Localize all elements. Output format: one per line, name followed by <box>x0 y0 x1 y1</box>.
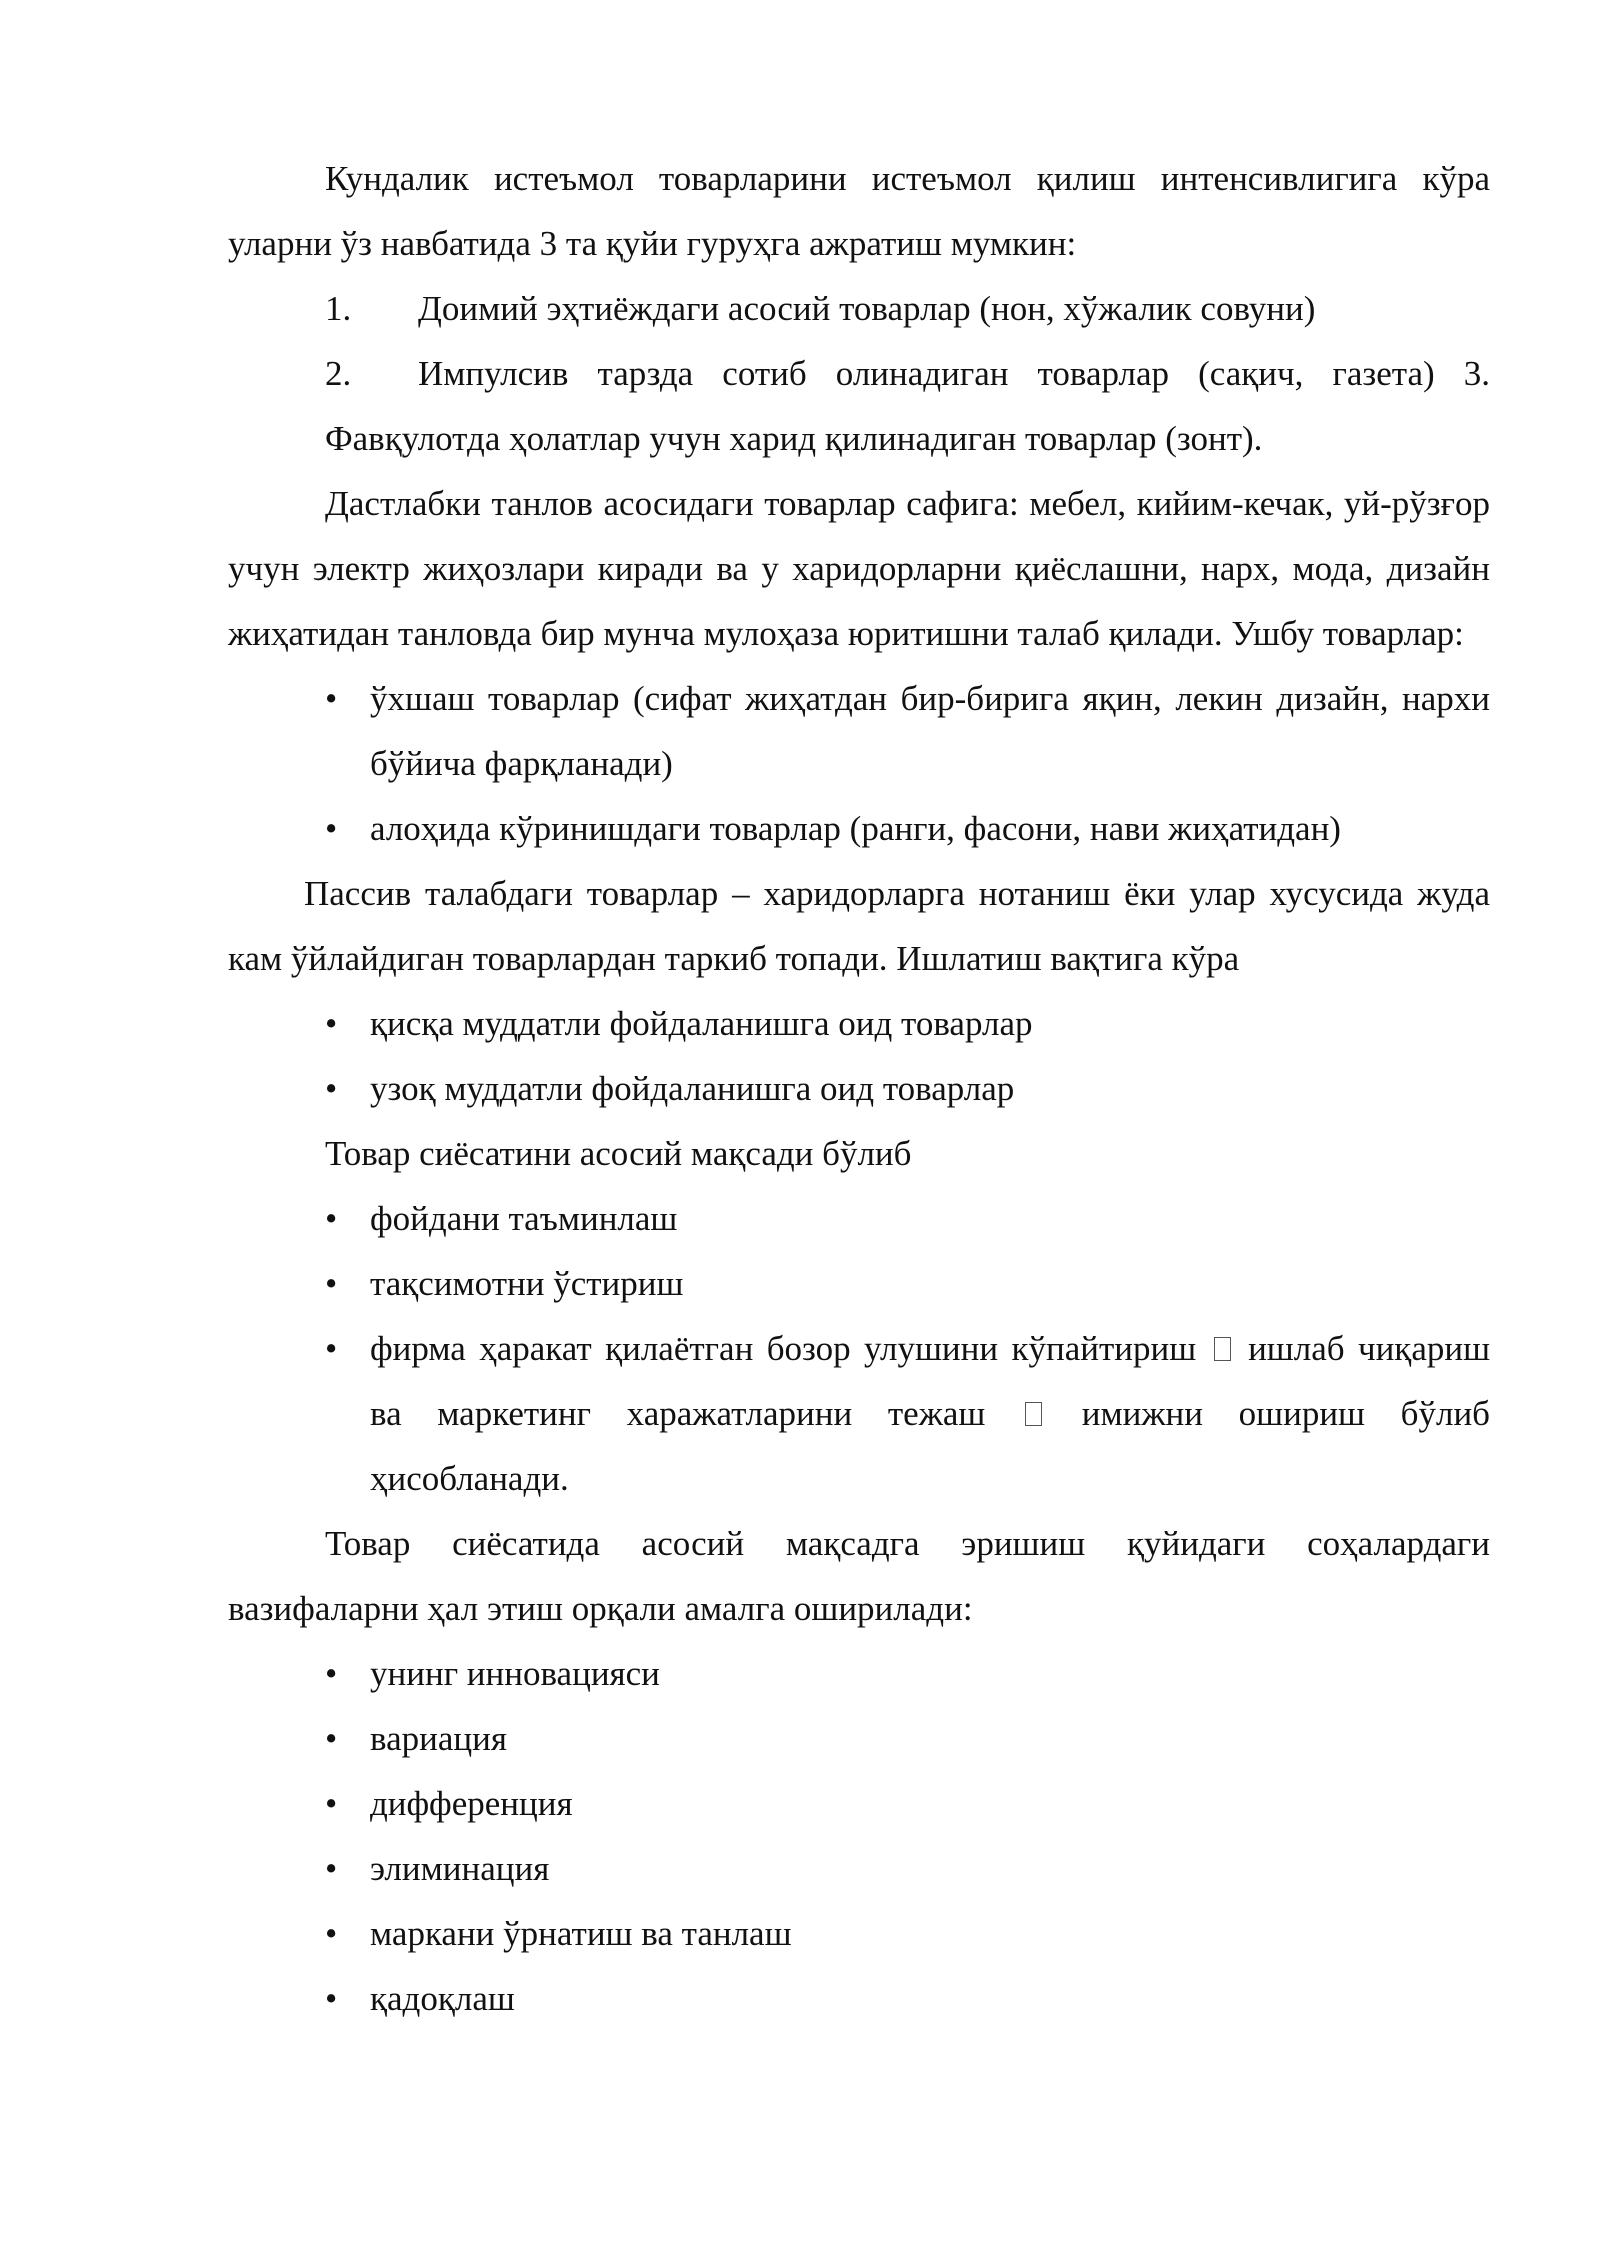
bullet-list-policy-areas <box>228 1641 1490 2031</box>
bullet-icon: • <box>325 1849 338 1888</box>
list-item <box>325 991 1490 1056</box>
list-item <box>325 1836 1490 1901</box>
list-item <box>325 1316 1490 1511</box>
bullet-icon: • <box>325 1199 338 1238</box>
bullet-icon: • <box>325 1004 338 1043</box>
paragraph-policy-goal: Товар сиёсатини асосий мақсади бўлиб <box>325 1134 912 1173</box>
list-item-text: қисқа муддатли фойдаланишга оид товарлар <box>370 1004 1033 1043</box>
numbered-item-2 <box>325 341 1490 406</box>
list-item-text: ўхшаш товарлар (сифат жиҳатдан бир-бирига яқин, лекин дизайн, нархи бўйича фарқланади) <box>370 679 1490 783</box>
list-item-text: элиминация <box>370 1849 550 1888</box>
list-item-text-part: ишлаб чиқариш ва маркетинг харажатларини тежаш <box>370 1329 1491 1433</box>
bullet-list-usage-time <box>228 991 1490 1121</box>
list-item <box>325 666 1490 796</box>
list-item-text: узоқ муддатли фойдаланишга оид товарлар <box>370 1069 1015 1108</box>
list-item <box>325 1706 1490 1771</box>
bullet-icon: • <box>325 1784 338 1823</box>
bullet-icon: • <box>325 809 338 848</box>
list-item-text: қадоқлаш <box>370 1979 515 2018</box>
number-marker: 1. <box>325 289 352 328</box>
list-item-text: вариация <box>370 1719 507 1758</box>
list-item <box>325 1771 1490 1836</box>
list-item-text-part: имижни ошириш бўлиб ҳисобланади. <box>370 1394 1490 1498</box>
bullet-icon: • <box>325 1979 338 2018</box>
bullet-icon: • <box>325 1914 338 1953</box>
bullet-list-product-types <box>228 666 1490 861</box>
missing-glyph-icon <box>1214 1337 1231 1361</box>
document-body <box>228 146 1490 2031</box>
bullet-icon: • <box>325 679 338 718</box>
numbered-item-text: Доимий эҳтиёждаги асосий товарлар (нон, хўжалик совуни) <box>418 289 1316 328</box>
list-item <box>325 1641 1490 1706</box>
missing-glyph-icon <box>1025 1402 1042 1426</box>
list-item-text: алоҳида кўринишдаги товарлар (ранги, фасони, нави жиҳатидан) <box>370 809 1341 848</box>
list-item-text <box>370 1316 1490 1511</box>
paragraph-consumption-intensity: Кундалик истеъмол товарларини истеъмол қилиш интенсивлигига кўра уларни ўз навбатида 3 та қуйи гуруҳга ажратиш мумкин: <box>228 159 1490 263</box>
list-item <box>325 796 1490 861</box>
paragraph-passive-demand-goods: Пассив талабдаги товарлар – харидорларга нотаниш ёки улар хусусида жуда кам ўйлайдиган товарлардан таркиб топади. Ишлатиш вақтига кўра <box>228 874 1490 978</box>
bullet-icon: • <box>325 1654 338 1693</box>
list-item-text: дифференция <box>370 1784 573 1823</box>
list-item <box>325 1056 1490 1121</box>
bullet-icon: • <box>325 1069 338 1108</box>
list-item-text: маркани ўрнатиш ва танлаш <box>370 1914 792 1953</box>
number-marker: 2. <box>325 354 352 393</box>
bullet-list-policy-goals <box>228 1186 1490 1511</box>
list-item-text: фойдани таъминлаш <box>370 1199 678 1238</box>
bullet-icon: • <box>325 1264 338 1303</box>
list-item-text: тақсимотни ўстириш <box>370 1264 684 1303</box>
list-item <box>325 1901 1490 1966</box>
paragraph-policy-tasks: Товар сиёсатида асосий мақсадга эришиш қуйидаги соҳалардаги вазифаларни ҳал этиш орқали амалга оширилади: <box>228 1524 1490 1628</box>
list-item <box>325 1251 1490 1316</box>
list-item-text-part: фирма ҳаракат қилаётган бозор улушини кўпайтириш <box>370 1329 1197 1368</box>
numbered-item-1 <box>325 276 1490 341</box>
numbered-item-3-text: Фавқулотда ҳолатлар учун харид қилинадиган товарлар (зонт). <box>325 419 1263 458</box>
bullet-icon: • <box>325 1329 338 1368</box>
numbered-item-text: Импулсив тарзда сотиб олинадиган товарлар (сақич, газета) 3. <box>418 354 1490 393</box>
list-item <box>325 1966 1490 2031</box>
list-item <box>325 1186 1490 1251</box>
bullet-icon: • <box>325 1719 338 1758</box>
list-item-text: унинг инновацияси <box>370 1654 660 1693</box>
paragraph-preliminary-choice-goods: Дастлабки танлов асосидаги товарлар сафига: мебел, кийим-кечак, уй-рўзғор учун электр жиҳозлари киради ва у харидорларни қиёслашни, нарх, мода, дизайн жиҳатидан танловда бир мунча мулоҳаза юритишни талаб қилади. Ушбу товарлар: <box>228 484 1490 653</box>
